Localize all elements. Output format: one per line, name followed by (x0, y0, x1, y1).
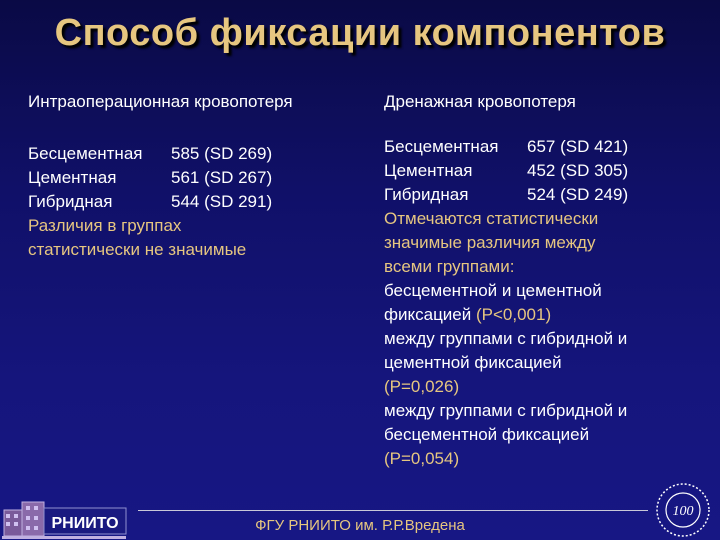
finding-text: всеми группами: (384, 257, 515, 276)
row-value: 544 (SD 291) (171, 192, 273, 211)
right-column (384, 135, 714, 471)
right-row-hybrid (384, 183, 714, 207)
left-note-line1: Различия в группах (28, 216, 182, 235)
finding-line (384, 423, 714, 447)
right-row-cementless (384, 135, 714, 159)
row-label: Гибридная (384, 185, 469, 204)
finding-line (384, 303, 714, 327)
row-label: Цементная (384, 161, 473, 180)
finding-pvalue: (P<0,001) (471, 305, 552, 324)
row-value: 585 (SD 269) (171, 144, 273, 163)
logo-text: РНИИТО (51, 515, 119, 532)
finding-text: бесцементной фиксацией (384, 425, 590, 444)
left-row-cemented (28, 166, 368, 190)
finding-text: Отмечаются статистически (384, 209, 599, 228)
left-row-cementless (28, 142, 368, 166)
finding-line (384, 447, 714, 471)
institute-building-logo (0, 490, 130, 540)
finding-line (384, 279, 714, 303)
finding-line (384, 207, 714, 231)
finding-text: цементной фиксацией (384, 353, 562, 372)
finding-text: бесцементной и цементной (384, 281, 602, 300)
row-label: Гибридная (28, 192, 113, 211)
footer-institution: ФГУ РНИИТО им. Р.Р.Вредена (255, 517, 465, 534)
finding-line (384, 351, 714, 375)
row-label: Бесцементная (28, 144, 143, 163)
row-value: 657 (SD 421) (527, 137, 629, 156)
row-value: 452 (SD 305) (527, 161, 629, 180)
finding-text: (P=0,026) (384, 377, 460, 396)
seal-number: 100 (672, 504, 694, 519)
finding-text: фиксацией (384, 305, 472, 324)
finding-line (384, 255, 714, 279)
left-row-hybrid (28, 190, 368, 214)
heading-intraoperative-blood-loss: Интраоперационная кровопотеря (28, 92, 293, 111)
finding-text: между группами с гибридной и (384, 329, 628, 348)
left-column (28, 142, 368, 262)
row-value: 524 (SD 249) (527, 185, 629, 204)
left-note-line2: статистически не значимые (28, 240, 247, 259)
row-value: 561 (SD 267) (171, 168, 273, 187)
finding-text: значимые различия между (384, 233, 596, 252)
finding-text: между группами с гибридной и (384, 401, 628, 420)
finding-text: (P=0,054) (384, 449, 460, 468)
finding-line (384, 399, 714, 423)
row-label: Цементная (28, 168, 117, 187)
row-label: Бесцементная (384, 137, 499, 156)
footer-divider (138, 510, 648, 511)
finding-line (384, 231, 714, 255)
finding-line (384, 375, 714, 399)
finding-line (384, 327, 714, 351)
anniversary-seal-logo (652, 480, 714, 540)
heading-drainage-blood-loss: Дренажная кровопотеря (384, 92, 576, 111)
right-findings (384, 207, 714, 471)
slide-title: Способ фиксации компонентов (54, 12, 666, 54)
right-row-cemented (384, 159, 714, 183)
